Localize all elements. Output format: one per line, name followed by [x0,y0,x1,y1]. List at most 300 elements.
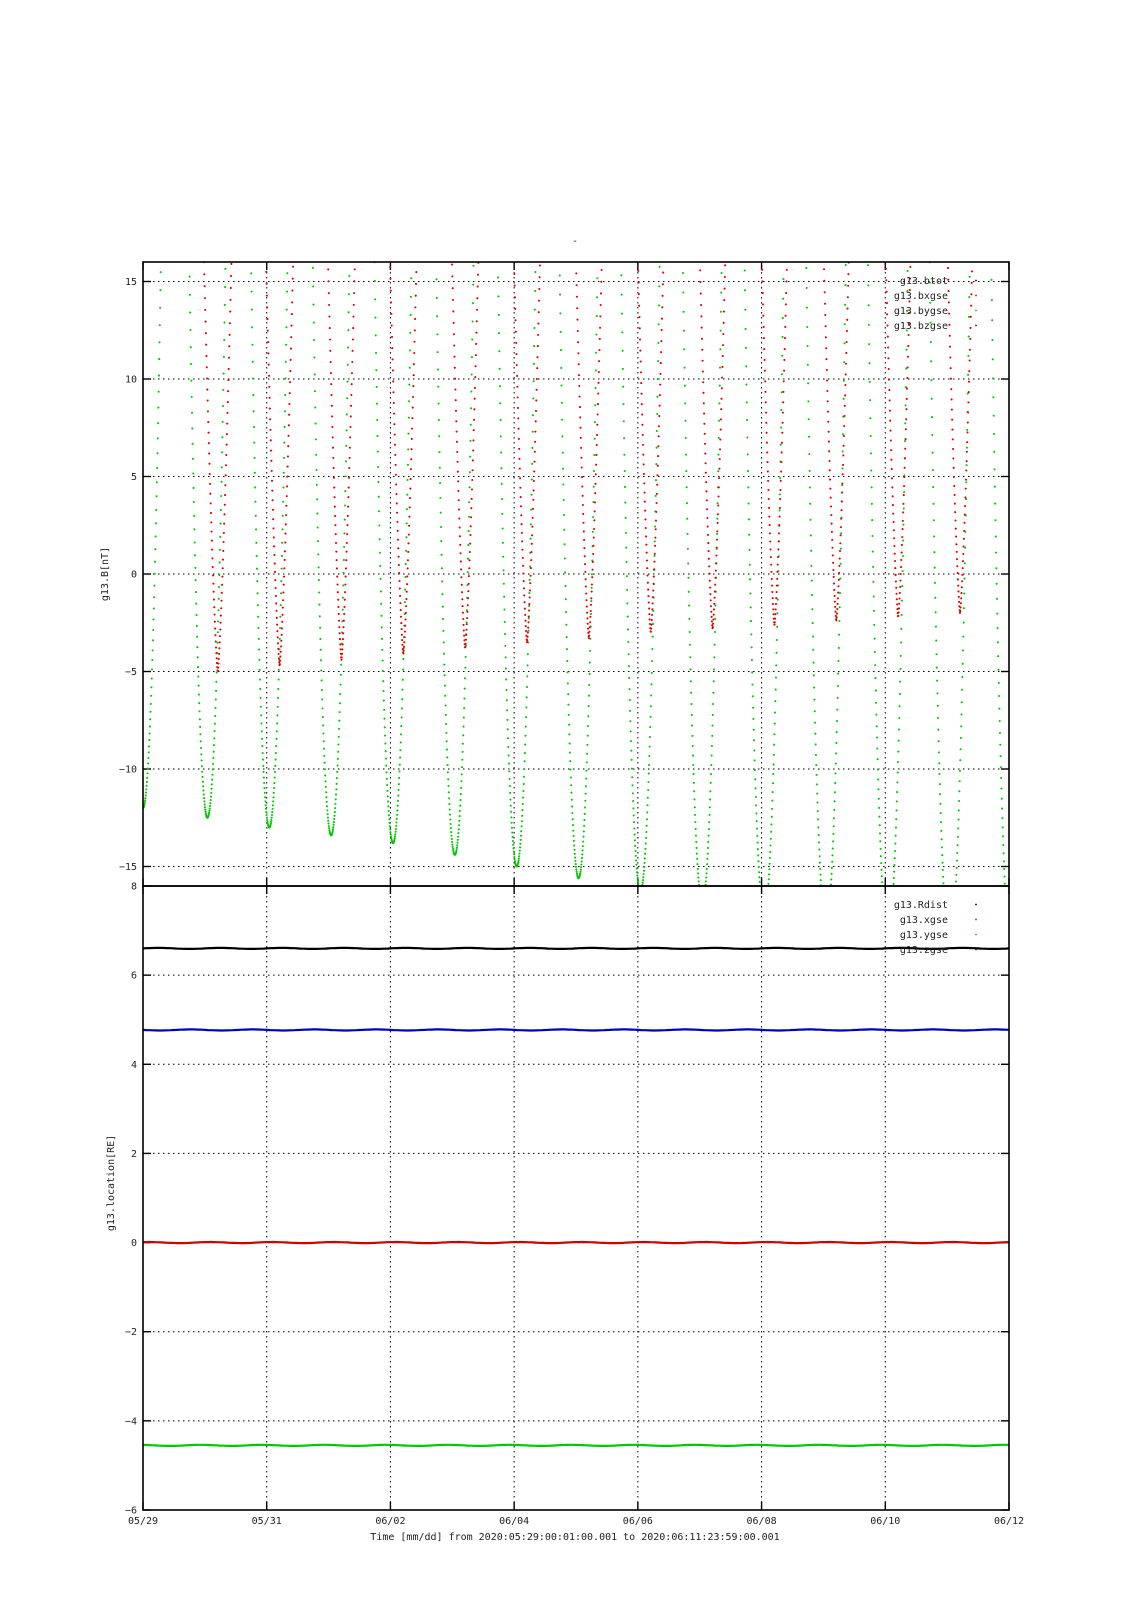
data-point [881,881,883,883]
data-point [702,392,704,394]
data-point [599,315,601,317]
data-point [520,839,522,841]
data-point [900,566,902,568]
data-point [536,356,538,358]
data-point [263,777,265,779]
data-point [388,814,390,816]
data-point [452,287,454,289]
data-point [640,360,642,362]
data-point [961,580,963,582]
data-point [289,392,291,394]
data-point [573,849,575,851]
data-point [1000,755,1002,757]
data-point [464,667,466,669]
data-point [468,583,470,585]
data-point [333,815,335,817]
data-point [693,773,695,775]
data-point [524,744,526,746]
data-point [315,438,317,440]
data-point [401,707,403,709]
data-point [846,308,848,310]
data-point [711,620,713,622]
data-point [332,436,334,438]
data-point [399,757,401,759]
data-point [844,384,846,386]
data-point [837,585,839,587]
legend-marker [975,949,977,951]
data-point [584,813,586,815]
data-point [756,835,758,837]
data-point [440,512,442,514]
data-point [260,706,262,708]
data-point [195,579,197,581]
data-point [623,437,625,439]
data-point [968,381,970,383]
data-point [579,871,581,873]
data-point [403,646,405,648]
data-point [707,841,709,843]
data-point [658,304,660,306]
data-point [653,568,655,570]
data-point [447,764,449,766]
data-point [718,486,720,488]
data-point [994,503,996,505]
data-point [707,542,709,544]
bottom-panel [106,882,1009,1517]
data-point [457,490,459,492]
data-point [656,484,658,486]
data-point [584,806,586,808]
data-point [199,726,201,728]
data-point [757,848,759,850]
data-point [658,425,660,427]
data-point [586,744,588,746]
data-point [257,604,259,606]
data-point [694,814,696,816]
data-point [347,496,349,498]
data-point [995,552,997,554]
data-point [870,470,872,472]
data-point [654,545,656,547]
data-point [902,511,904,513]
data-point [966,447,968,449]
data-point [895,835,897,837]
data-point [402,679,404,681]
data-point [830,505,832,507]
data-point [321,707,323,709]
data-point [957,827,959,829]
data-point [816,783,818,785]
data-point [837,597,839,599]
data-point [784,337,786,339]
data-point [442,618,444,620]
data-point [647,789,649,791]
data-point [535,399,537,401]
data-point [930,379,932,381]
data-point [1002,826,1004,828]
data-point [157,407,159,409]
data-point [587,623,589,625]
data-point [408,534,410,536]
data-point [210,792,212,794]
data-point [717,454,719,456]
data-point [436,297,438,299]
data-point [895,580,897,582]
data-point [724,276,726,278]
data-point [707,847,709,849]
data-point [1004,883,1006,885]
data-point [151,668,153,670]
data-point [529,582,531,584]
y-tick-label: 0 [130,569,137,581]
data-point [598,371,600,373]
data-point [575,863,577,865]
data-point [230,275,232,277]
data-point [404,618,406,620]
data-point [275,759,277,761]
data-point [275,610,277,612]
data-point [593,470,595,472]
data-point [512,844,514,846]
data-point [929,302,931,304]
data-point [815,764,817,766]
data-point [534,431,536,433]
data-point [404,631,406,633]
data-point [451,838,453,840]
data-point [890,439,892,441]
data-point [324,780,326,782]
data-point [219,536,221,538]
data-point [410,258,412,260]
data-point [209,808,211,810]
data-point [212,574,214,576]
data-point [468,516,470,518]
data-point [693,782,695,784]
data-point [409,506,411,508]
data-point [580,863,582,865]
data-point [529,596,531,598]
data-point [522,797,524,799]
data-point [775,677,777,679]
data-point [825,347,827,349]
data-point [462,605,464,607]
data-point [594,501,596,503]
data-point [844,304,846,306]
data-point [892,495,894,497]
data-point [589,650,591,652]
data-point [525,716,527,718]
data-point [991,299,993,301]
data-point [531,534,533,536]
data-point [645,527,647,529]
data-point [659,394,661,396]
data-point [653,561,655,563]
data-point [266,814,268,816]
data-point [744,270,746,272]
data-point [627,641,629,643]
data-point [599,338,601,340]
data-point [872,566,874,568]
data-point [394,433,396,435]
data-point [212,583,214,585]
data-point [588,631,590,633]
data-point [691,735,693,737]
data-point [335,542,337,544]
data-point [634,845,636,847]
data-point [839,550,841,552]
data-point [901,585,903,587]
data-point [588,673,590,675]
data-point [317,553,319,555]
data-point [350,394,352,396]
data-point [259,669,261,671]
data-point [391,347,393,349]
data-point [346,381,348,383]
data-point [342,597,344,599]
data-point [285,326,287,328]
data-point [286,272,288,274]
y-tick-label: 2 [130,1148,137,1160]
data-point [750,633,752,635]
data-point [251,291,253,293]
data-point [252,394,254,396]
data-point [395,821,397,823]
data-point [323,748,325,750]
data-point [709,580,711,582]
data-point [520,835,522,837]
data-point [843,380,845,382]
data-point [376,419,378,421]
data-point [467,604,469,606]
data-point [521,809,523,811]
data-point [630,750,632,752]
data-point [527,636,529,638]
data-point [807,400,809,402]
data-point [147,762,149,764]
data-point [445,714,447,716]
data-point [586,606,588,608]
data-point [503,596,505,598]
data-point [712,714,714,716]
data-point [594,404,596,406]
data-point [281,568,283,570]
data-point [442,630,444,632]
data-point [278,669,280,671]
data-point [312,285,314,287]
data-point [761,280,763,282]
data-point [752,695,754,697]
data-point [524,735,526,737]
data-point [507,737,509,739]
data-point [661,306,663,308]
data-point [952,448,954,450]
data-point [585,578,587,580]
data-point [812,622,814,624]
data-point [652,636,654,638]
data-point [878,816,880,818]
data-point [526,696,528,698]
data-point [218,574,220,576]
data-point [754,787,756,789]
data-point [757,854,759,856]
data-point [564,571,566,573]
data-point [594,492,596,494]
data-point [209,493,211,495]
data-point [938,773,940,775]
data-point [765,422,767,424]
data-point [152,649,154,651]
data-point [319,615,321,617]
data-point [201,765,203,767]
data-point [229,334,231,336]
data-point [279,627,281,629]
data-point [159,289,161,291]
data-point [907,356,909,358]
data-point [521,825,523,827]
data-point [409,349,411,351]
data-point [291,301,293,303]
data-point [376,386,378,388]
data-point [636,868,638,870]
data-point [646,552,648,554]
data-point [650,716,652,718]
data-point [285,505,287,507]
data-point [281,542,283,544]
data-point [352,350,354,352]
data-point [214,614,216,616]
data-point [775,689,777,691]
data-point [397,800,399,802]
data-point [463,717,465,719]
data-point [476,320,478,322]
data-point [960,602,962,604]
data-point [470,407,472,409]
data-point [893,871,895,873]
data-point [518,860,520,862]
data-point [717,513,719,515]
data-point [752,707,754,709]
data-point [779,477,781,479]
data-point [377,451,379,453]
data-point [961,586,963,588]
data-point [645,831,647,833]
data-point [438,419,440,421]
data-point [223,513,225,515]
data-point [952,457,954,459]
data-point [766,432,768,434]
data-point [896,800,898,802]
data-point [505,678,507,680]
data-point [412,396,414,398]
data-point [622,368,624,370]
data-point [705,880,707,882]
data-point [411,417,413,419]
data-point [277,688,279,690]
data-point [259,688,261,690]
data-point [873,624,875,626]
data-point [991,279,993,281]
legend-label: g13.Rdist [893,900,948,911]
data-point [223,322,225,324]
data-point [722,355,724,357]
data-point [449,818,451,820]
data-point [456,441,458,443]
data-point [590,610,592,612]
data-point [472,284,474,286]
data-point [394,454,396,456]
data-point [353,304,355,306]
data-point [197,666,199,668]
data-point [712,618,714,620]
data-point [497,295,499,297]
data-point [704,443,706,445]
data-point [256,555,258,557]
data-point [823,280,825,282]
data-point [955,874,957,876]
data-point [463,698,465,700]
data-point [321,698,323,700]
data-point [584,563,586,565]
data-point [596,444,598,446]
data-point [828,431,830,433]
data-point [949,356,951,358]
data-point [718,477,720,479]
data-point [524,608,526,610]
data-point [458,518,460,520]
data-point [411,428,413,430]
data-point [438,435,440,437]
data-point [708,558,710,560]
data-point [353,292,355,294]
data-point [316,513,318,515]
data-point [397,547,399,549]
data-point [462,743,464,745]
data-point [970,305,972,307]
data-point [391,324,393,326]
data-point [221,592,223,594]
data-point [397,795,399,797]
data-point [624,502,626,504]
data-point [966,451,968,453]
data-point [517,407,519,409]
data-point [968,370,970,372]
data-point [251,344,253,346]
y-tick-label: 4 [130,1059,137,1071]
data-point [697,872,699,874]
data-point [342,638,344,640]
data-point [970,316,972,318]
data-point [704,887,706,889]
data-point [456,847,458,849]
data-point [338,620,340,622]
data-point [713,608,715,610]
data-point [323,755,325,757]
data-point [277,697,279,699]
data-point [263,771,265,773]
data-point [352,327,354,329]
data-point [776,578,778,580]
data-point [399,764,401,766]
data-point [596,277,598,279]
data-point [888,368,890,370]
data-point [827,411,829,413]
data-point [520,830,522,832]
data-point [322,724,324,726]
data-point [509,785,511,787]
data-point [440,526,442,528]
data-point [811,580,813,582]
data-point [756,828,758,830]
